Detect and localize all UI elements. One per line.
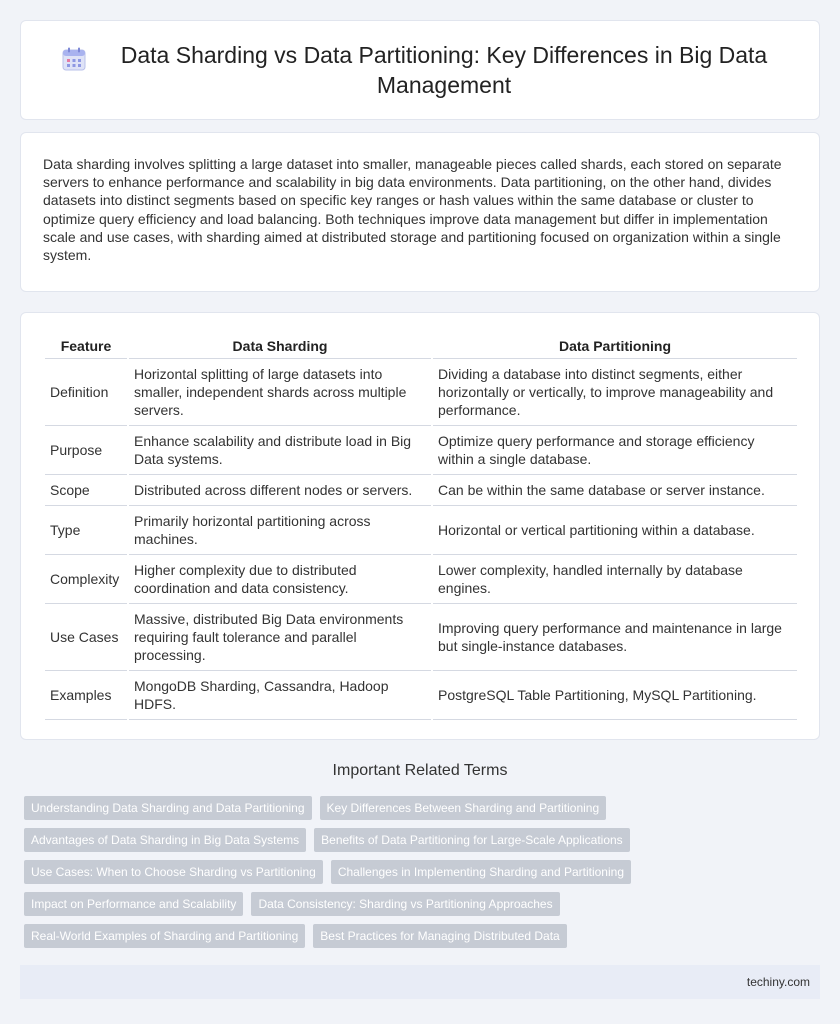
comparison-table-card: [20, 312, 820, 740]
header-inner: [61, 40, 779, 100]
column-header-sharding: Data Sharding: [129, 333, 431, 359]
table-row: [45, 671, 797, 720]
related-term-tag[interactable]: Understanding Data Sharding and Data Partitioning: [24, 796, 312, 820]
related-term-tag[interactable]: Impact on Performance and Scalability: [24, 892, 243, 916]
related-term-tag[interactable]: Best Practices for Managing Distributed Data: [313, 924, 566, 948]
table-row: [45, 555, 797, 604]
intro-card: [20, 132, 820, 292]
table-row: [45, 475, 797, 506]
footer-site-link[interactable]: techiny.com: [746, 975, 810, 989]
sharding-cell: Horizontal splitting of large datasets into smaller, independent shards across multiple servers.: [129, 359, 431, 426]
sharding-cell: Enhance scalability and distribute load in Big Data systems.: [129, 426, 431, 475]
feature-cell: Purpose: [45, 426, 127, 475]
table-header-row: [45, 333, 797, 359]
sharding-cell: Primarily horizontal partitioning across machines.: [129, 506, 431, 555]
sharding-cell: Distributed across different nodes or servers.: [129, 475, 431, 506]
sharding-cell: MongoDB Sharding, Cassandra, Hadoop HDFS.: [129, 671, 431, 720]
partitioning-cell: Dividing a database into distinct segments, either horizontally or vertically, to improve manageability and performance.: [433, 359, 797, 426]
feature-cell: Complexity: [45, 555, 127, 604]
table-row: [45, 359, 797, 426]
related-terms-list: [20, 796, 680, 956]
partitioning-cell: Optimize query performance and storage efficiency within a single database.: [433, 426, 797, 475]
partitioning-cell: Improving query performance and maintenance in large but single-instance databases.: [433, 604, 797, 671]
feature-cell: Use Cases: [45, 604, 127, 671]
related-term-tag[interactable]: Use Cases: When to Choose Sharding vs Partitioning: [24, 860, 323, 884]
table-row: [45, 426, 797, 475]
partitioning-cell: Can be within the same database or server instance.: [433, 475, 797, 506]
related-term-tag[interactable]: Advantages of Data Sharding in Big Data Systems: [24, 828, 306, 852]
related-term-tag[interactable]: Real-World Examples of Sharding and Partitioning: [24, 924, 305, 948]
feature-cell: Scope: [45, 475, 127, 506]
calendar-grid-icon: [61, 46, 87, 72]
related-term-tag[interactable]: Data Consistency: Sharding vs Partitioning Approaches: [251, 892, 559, 916]
page-title: Data Sharding vs Data Partitioning: Key Differences in Big Data Management: [120, 42, 768, 98]
column-header-feature: Feature: [45, 333, 127, 359]
related-term-tag[interactable]: Challenges in Implementing Sharding and Partitioning: [331, 860, 631, 884]
footer: [20, 965, 820, 999]
partitioning-cell: PostgreSQL Table Partitioning, MySQL Partitioning.: [433, 671, 797, 720]
related-term-tag[interactable]: Benefits of Data Partitioning for Large-Scale Applications: [314, 828, 630, 852]
table-row: [45, 506, 797, 555]
header-card: [20, 20, 820, 120]
sharding-cell: Higher complexity due to distributed coordination and data consistency.: [129, 555, 431, 604]
feature-cell: Definition: [45, 359, 127, 426]
partitioning-cell: Lower complexity, handled internally by database engines.: [433, 555, 797, 604]
feature-cell: Examples: [45, 671, 127, 720]
related-terms-title: Important Related Terms: [332, 762, 508, 779]
table-row: [45, 604, 797, 671]
comparison-table: [43, 333, 799, 720]
sharding-cell: Massive, distributed Big Data environments requiring fault tolerance and parallel processing.: [129, 604, 431, 671]
related-term-tag[interactable]: Key Differences Between Sharding and Partitioning: [320, 796, 607, 820]
feature-cell: Type: [45, 506, 127, 555]
column-header-partitioning: Data Partitioning: [433, 333, 797, 359]
intro-paragraph: Data sharding involves splitting a large dataset into smaller, manageable pieces called shards, each stored on separate servers to enhance performance and scalability in big data environments. Data partitioning, on the other hand, divides datasets into distinct segments based on specific key ranges or hash values within the same database or cluster to optimize query efficiency and load balancing. Both techniques improve data management but differ in implementation scale and use cases, with sharding aimed at distributed storage and partitioning focused on organization within a single system.: [43, 156, 782, 264]
partitioning-cell: Horizontal or vertical partitioning within a database.: [433, 506, 797, 555]
